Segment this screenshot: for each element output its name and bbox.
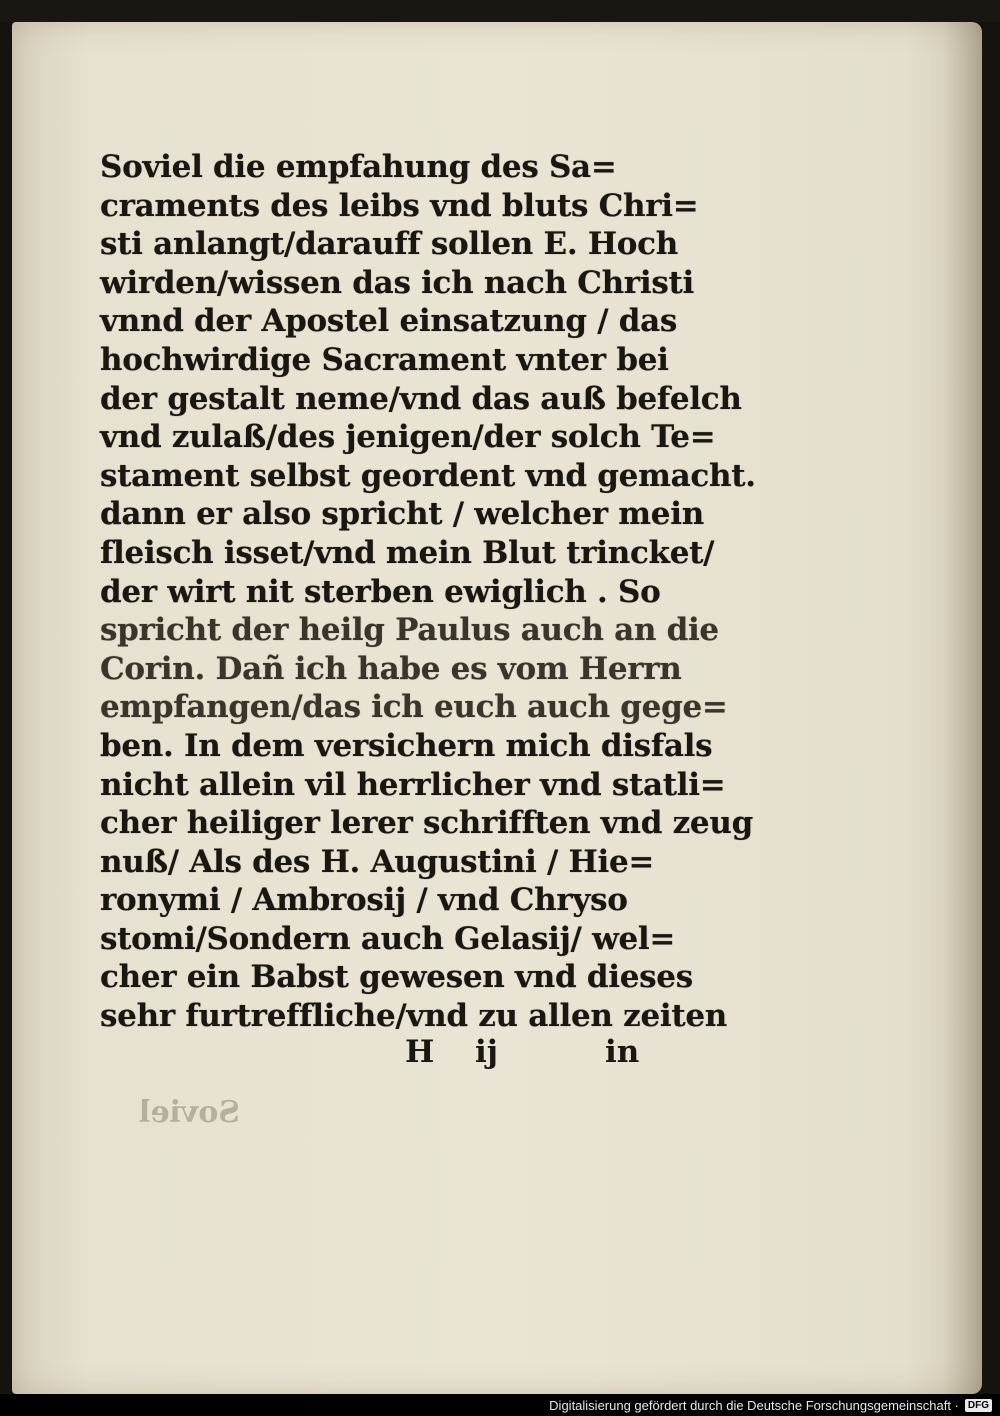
signature-number: ij: [475, 1034, 498, 1070]
text-line: ronymi / Ambrosij / vnd Chryso: [100, 882, 628, 919]
text-line: empfangen/das ich euch auch gege=: [100, 689, 728, 726]
text-line: dann er also spricht / welcher mein: [100, 496, 704, 533]
text-line: sehr furtreffliche/vnd zu allen zeiten: [100, 998, 728, 1035]
footer-bar: [0, 1394, 1000, 1416]
text-line: vnd zulaß/des jenigen/der solch Te=: [100, 419, 716, 456]
scan-top-border: [0, 0, 1000, 22]
page-edge-shadow: [942, 22, 982, 1394]
text-line: stament selbst geordent vnd gemacht.: [100, 457, 756, 494]
text-line: wirden/wissen das ich nach Christi: [100, 264, 694, 301]
text-line: stomi/Sondern auch Gelasij/ wel=: [100, 920, 676, 957]
signature-line: [405, 1034, 655, 1074]
text-line: cher heiliger lerer schrifften vnd zeug: [100, 805, 753, 842]
digitization-credit: Digitalisierung gefördert durch die Deutsche Forschungsgemeinschaft ·: [549, 1397, 959, 1413]
text-line: cher ein Babst gewesen vnd dieses: [100, 959, 693, 996]
signature-mark: H: [405, 1034, 435, 1070]
text-line: nuß/ Als des H. Augustini / Hie=: [100, 843, 655, 880]
text-line: vnnd der Apostel einsatzung / das: [100, 303, 678, 340]
text-line: nicht allein vil herrlicher vnd statli=: [100, 766, 726, 803]
text-line: der gestalt neme/vnd das auß befelch: [100, 380, 742, 417]
text-line: ben. In dem versichern mich disfals: [100, 727, 713, 764]
bleed-through-text: Soviel: [139, 1095, 240, 1130]
text-line: fleisch isset/vnd mein Blut trincket/: [100, 534, 715, 571]
text-line: Soviel die empfahung des Sa=: [100, 149, 617, 185]
text-line: der wirt nit sterben ewiglich . So: [100, 573, 661, 610]
page-text-block: [100, 148, 756, 1036]
text-line: spricht der heilg Paulus auch an die: [100, 612, 719, 649]
text-line: hochwirdige Sacrament vnter bei: [100, 341, 669, 378]
text-line: sti anlangt/darauff sollen E. Hoch: [100, 226, 678, 263]
text-line: Corin. Dañ ich habe es vom Herrn: [100, 650, 682, 687]
catchword: in: [605, 1034, 640, 1070]
text-line: craments des leibs vnd bluts Chri=: [100, 187, 699, 224]
dfg-logo: DFG: [965, 1399, 992, 1412]
